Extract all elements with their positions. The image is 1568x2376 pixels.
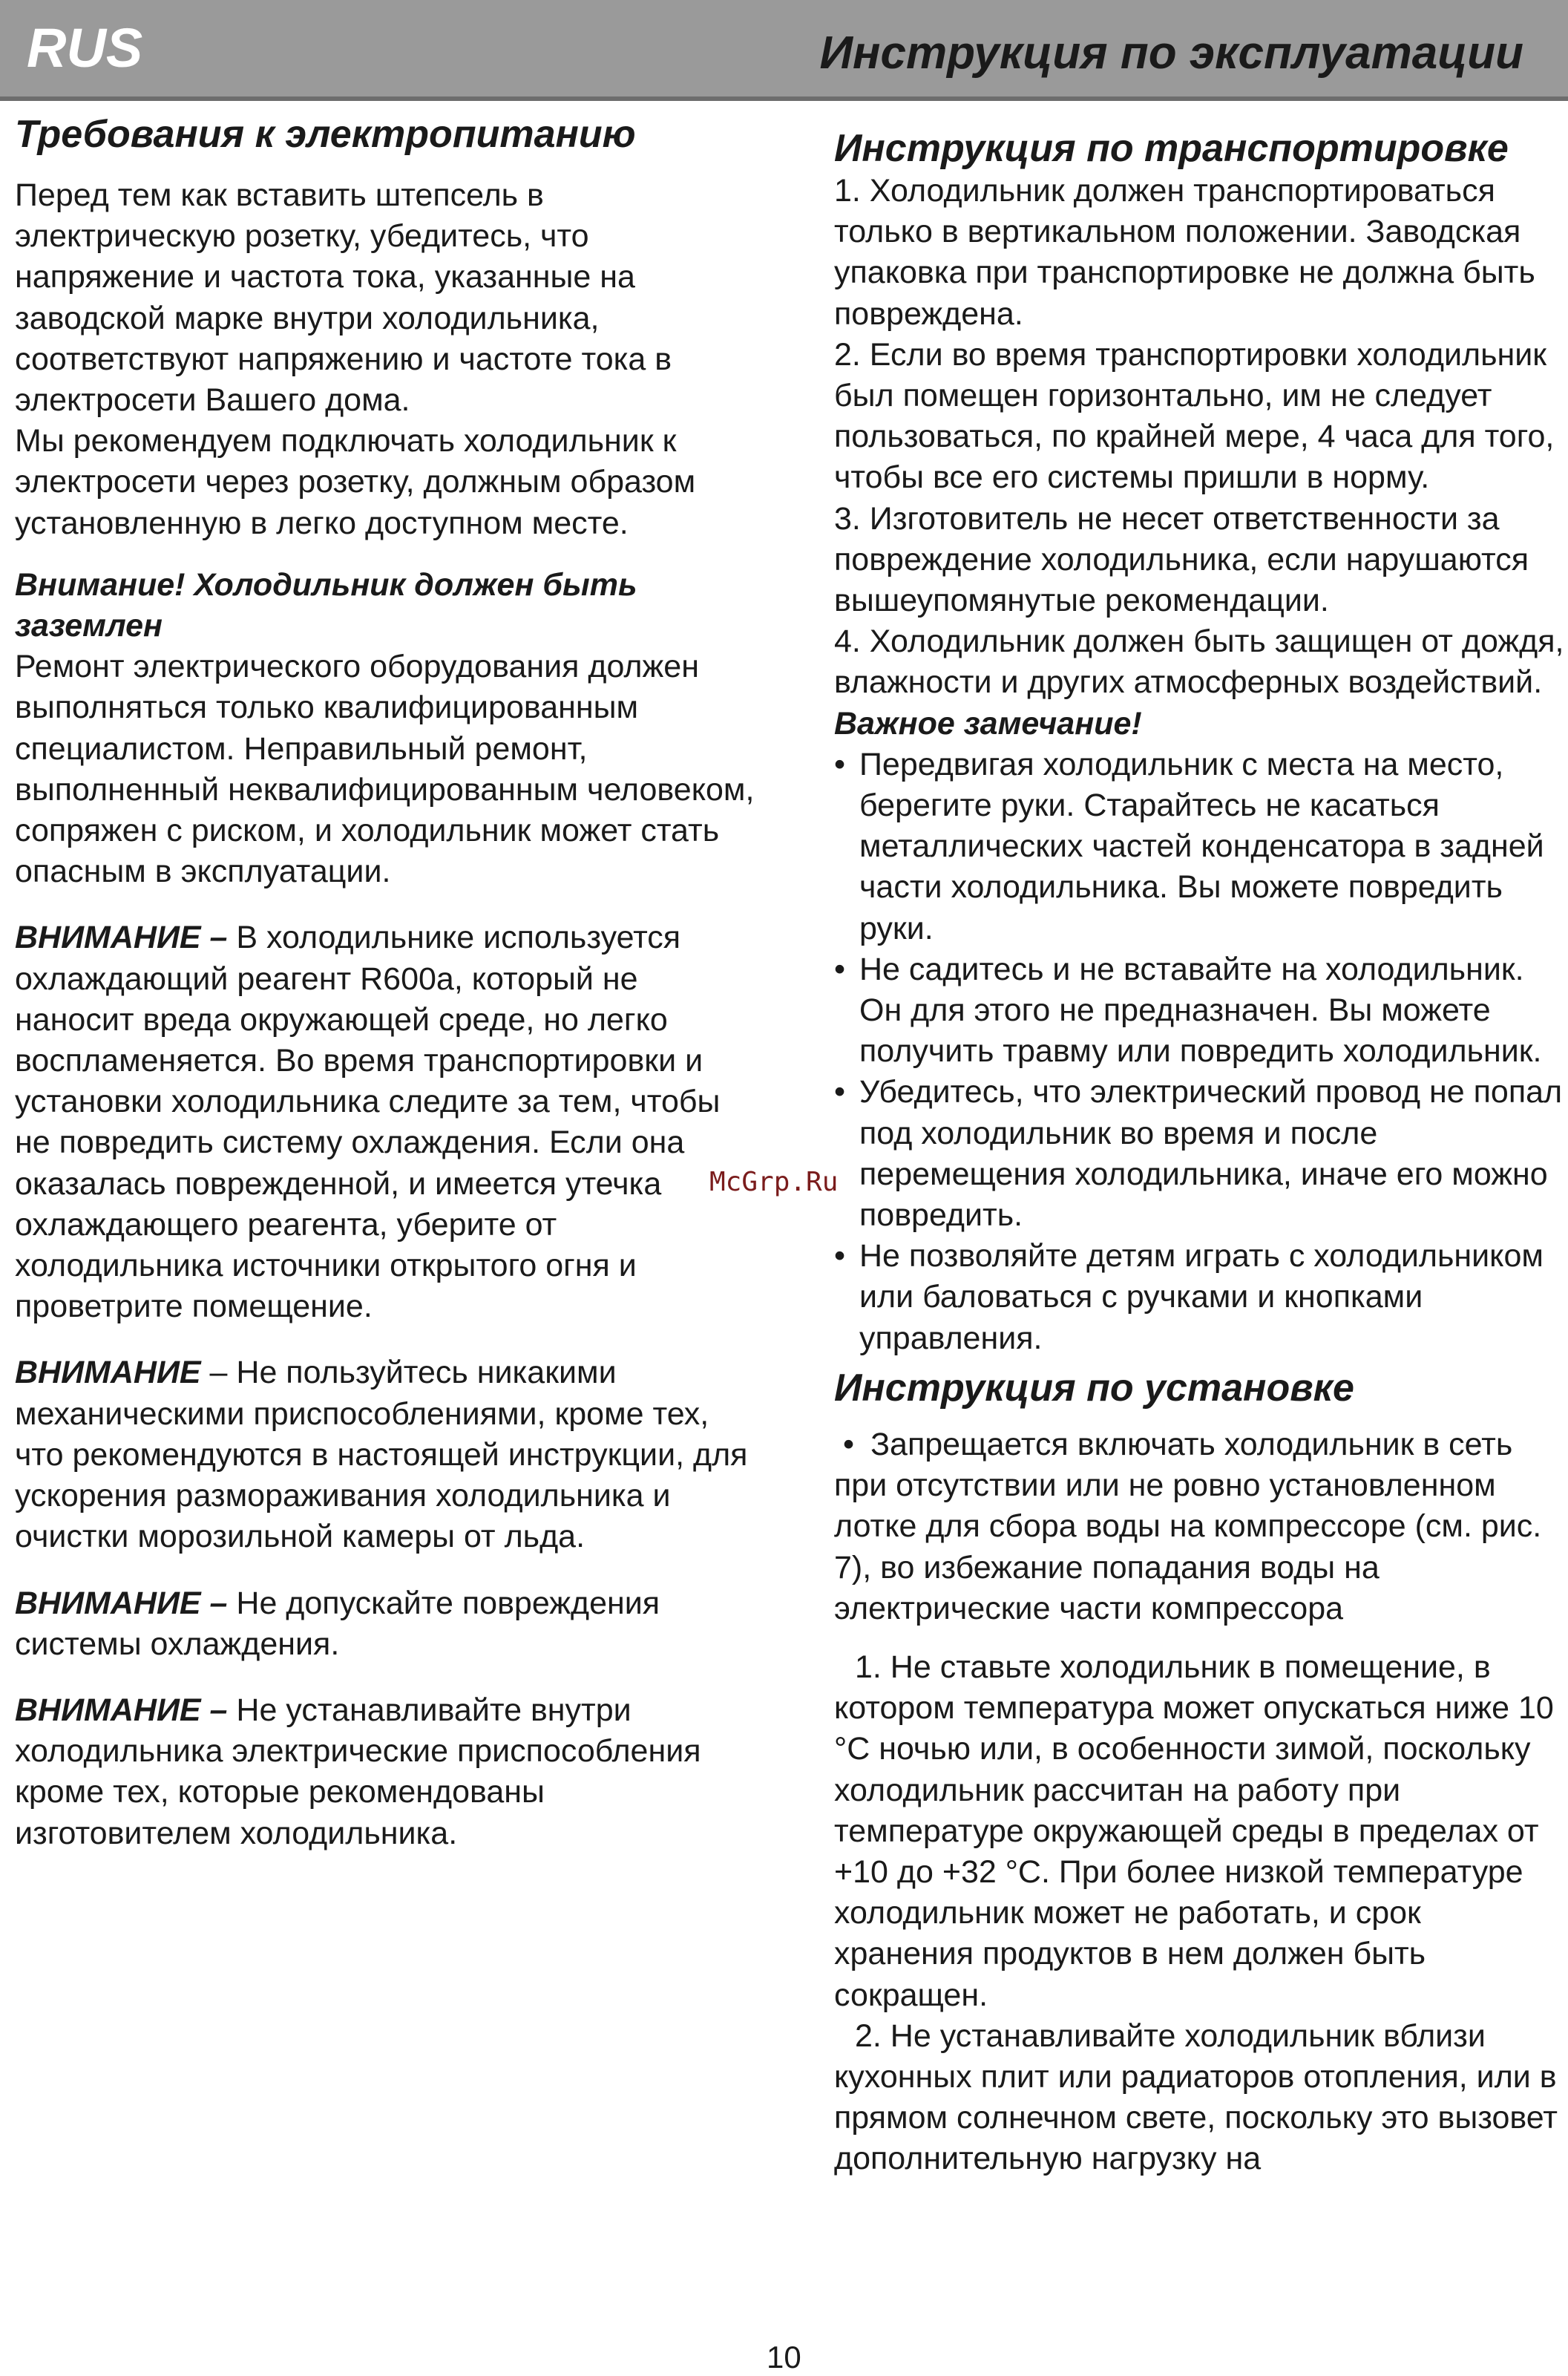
page-number: 10 [767,2340,801,2375]
left-column [15,111,764,1854]
install-note-text: Запрещается включать холодильник в сеть при отсутствии или не ровно установленном лотке для сбора воды на компрессоре (см. рис. 7), во избежание попадания воды на электрические части компрессора [834,1426,1542,1626]
document-title: Инструкция по эксплуатации [819,27,1523,79]
warning-defrost [15,1352,764,1557]
bullet-mark: • [834,951,846,987]
bullet-mark: • [834,1238,846,1274]
important-heading: Важное замечание! [834,705,1142,742]
important-bullet-1 [834,744,1568,949]
transport-item-3: 3. Изготовитель не несет ответственности за повреждение холодильника, если нарушаются вышеупомянутые рекомендации. [834,500,1529,619]
transport-item-4: 4. Холодильник должен быть защищен от дождя, влажности и других атмосферных воздействий. [834,624,1564,701]
warning-text: Не допускайте повреждения системы охлаждения. [15,1585,660,1662]
install-item-1: 1. Не ставьте холодильник в помещение, в котором температура может опускаться ниже 10 °С ночью или, в особенности зимой, поскольку холодильник рассчитан на работу при температуре окружающей среды в пределах от +10 до +32 °С. При более низкой температуре холодильник может не работать, и срок хранения продуктов в нем должен быть сокращен. [834,1649,1554,2013]
important-bullet-2 [834,949,1568,1073]
page-header [0,0,1568,101]
bullet-mark: • [843,1426,855,1462]
bullet-text: Убедитесь, что электрический провод не попал под холодильник во время и после перемещения холодильника, иначе его можно повредить. [859,1074,1563,1234]
bullet-mark: • [834,1074,846,1110]
warning-label: ВНИМАНИЕ – [15,1692,228,1728]
transport-item-2: 2. Если во время транспортировки холодильник был помещен горизонтально, им не следует пользоваться, по крайней мере, 4 часа для того, чтобы все его системы пришли в норму. [834,336,1555,496]
transport-heading: Инструкция по транспортировке [834,127,1509,170]
bullet-text: Не позволяйте детям играть с холодильником или баловаться с ручками и кнопками управления. [859,1238,1544,1356]
power-heading: Требования к электропитанию [15,113,636,156]
important-bullet-4 [834,1236,1568,1359]
warning-label: ВНИМАНИЕ – [15,920,228,956]
transport-item-1: 1. Холодильник должен транспортироваться только в вертикальном положении. Заводская упаковка при транспортировке не должна быть повреждена. [834,173,1535,332]
bullet-text: Не садитесь и не вставайте на холодильник. Он для этого не предназначен. Вы можете получить травму или повредить холодильник. [859,951,1542,1070]
language-label: RUS [27,17,143,79]
power-text: Перед тем как вставить штепсель в электрическую розетку, убедитесь, что напряжение и частота тока, указанные на заводской марке внутри холодильника, соответствуют напряжению и частоте тока в электросети Вашего дома. [15,177,672,419]
bullet-text: Передвигая холодильник с места на место, берегите руки. Старайтесь не касаться металлических частей конденсатора в задней части холодильника. Вы можете повредить руки. [859,746,1544,946]
install-heading: Инструкция по установке [834,1366,1354,1410]
warning-text: – Не пользуйтесь никакими механическими приспособлениями, кроме тех, что рекомендуются в настоящей инструкции, для ускорения размораживания холодильника и очистки морозильной камеры от льда. [15,1355,748,1555]
power-text-2: Мы рекомендуем подключать холодильник к электросети через розетку, должным образом установленную в легко доступном месте. [15,423,696,541]
warning-appliances [15,1690,764,1854]
watermark: McGrp.Ru [709,1167,839,1197]
install-item-2: 2. Не устанавливайте холодильник вблизи кухонных плит или радиаторов отопления, или в прямом солнечном свете, поскольку это вызовет дополнительную нагрузку на [834,2017,1558,2177]
warning-label: ВНИМАНИЕ – [15,1585,228,1621]
warning-label: ВНИМАНИЕ [15,1355,201,1391]
warning-cooling-system [15,1583,764,1665]
important-bullet-3 [834,1072,1568,1236]
warning-text: В холодильнике используется охлаждающий реагент R600а, который не наносит вреда окружающей среде, но легко воспламеняется. Во время транспортировки и установки холодильника следите за тем, чтобы не повредить систему охлаждения. Если она оказалась поврежденной, и имеется утечка охлаждающего реагента, уберите от холодильника источники открытого огня и проветрите помещение. [15,920,721,1325]
warning-refrigerant [15,917,764,1327]
right-column [834,126,1568,2180]
ground-heading: Внимание! Холодильник должен быть заземлен [15,566,637,644]
ground-text: Ремонт электрического оборудования должен выполняться только квалифицированным специалистом. Неправильный ремонт, выполненный неквалифицированным человеком, сопряжен с риском, и холодильник может стать опасным в эксплуатации. [15,649,755,890]
install-note [834,1424,1568,1629]
bullet-mark: • [834,746,846,782]
warning-text: Не устанавливайте внутри холодильника электрические приспособления кроме тех, которые рекомендованы изготовителем холодильника. [15,1692,701,1851]
